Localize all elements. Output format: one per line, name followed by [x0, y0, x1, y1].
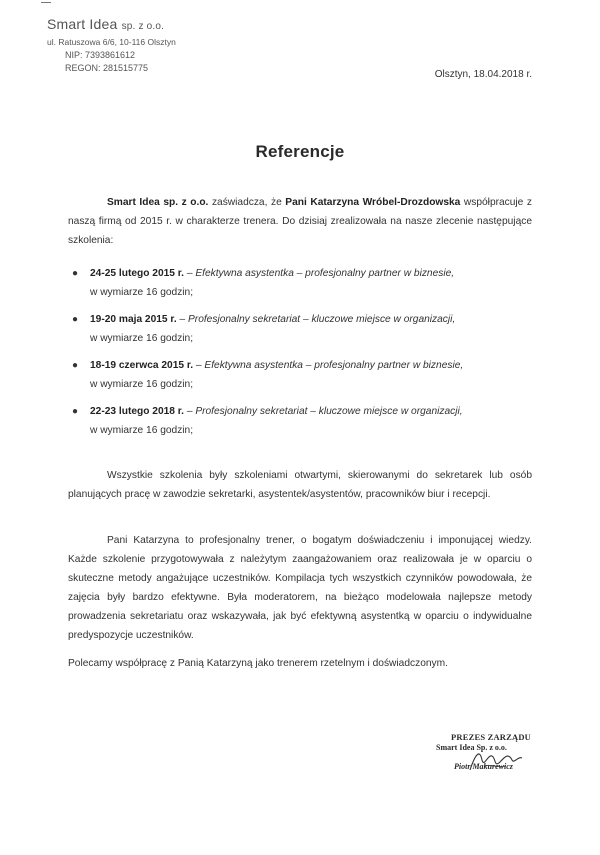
letter-body	[68, 193, 532, 673]
stamp-company: Smart Idea	[47, 16, 118, 32]
intro-rest: współpracuje z naszą firmą od 2015 r. w charakterze trenera. Do dzisiaj zrealizowała na nasze zlecenie następujące szkolenia:	[68, 197, 532, 246]
signature-block	[436, 732, 546, 782]
bullet-icon: ●	[72, 314, 79, 325]
training-dates: 19-20 maja 2015 r.	[90, 314, 177, 325]
training-list	[68, 264, 532, 440]
training-dash: –	[176, 314, 188, 325]
training-course: Profesjonalny sekretariat – kluczowe miejsce w organizacji,	[195, 406, 463, 417]
signature-person: Piotr Makurewicz	[454, 762, 513, 771]
training-duration: w wymiarze 16 godzin;	[90, 425, 194, 436]
training-item	[72, 310, 532, 348]
bullet-icon: ●	[72, 360, 79, 371]
stamp-regon: REGON: 281515775	[65, 63, 149, 73]
document-date: Olsztyn, 18.04.2018 r.	[434, 69, 532, 80]
training-dates: 24-25 lutego 2015 r.	[90, 268, 184, 279]
training-dash: –	[184, 406, 196, 417]
bullet-icon: ●	[72, 406, 79, 417]
training-course: Profesjonalny sekretariat – kluczowe miejsce w organizacji,	[188, 314, 456, 325]
training-course: Efektywna asystentka – profesjonalny partner w biznesie,	[195, 268, 455, 279]
training-dates: 18-19 czerwca 2015 r.	[90, 360, 194, 371]
training-item	[72, 356, 532, 394]
recommendation-paragraph: Polecamy współpracę z Panią Katarzyną jako trenerem rzetelnym i doświadczonym.	[68, 658, 448, 669]
stamp-company-name	[47, 16, 197, 35]
intro-paragraph	[68, 193, 532, 250]
training-item	[72, 402, 532, 440]
corner-mark	[41, 2, 51, 3]
intro-company: Smart Idea sp. z o.o.	[107, 197, 209, 208]
training-item	[72, 264, 532, 302]
training-duration: w wymiarze 16 godzin;	[90, 333, 194, 344]
trainer-paragraph: Pani Katarzyna to profesjonalny trener, o bogatym doświadczeniu i imponującej wiedzy. Każde szkolenie przygotowywała z należytym zaangażowaniem oraz realizowała je w oparciu o skuteczne metody angażujące uczestników. Kompilacja tych wszystkich czynników powodowała, że zajęcia były bardzo efektywne. Była moderatorem, na bieżąco modelowała najlepsze metody prowadzenia sekretariatu oraz wskazywała, jak być efektywną asystentką w oparciu o indywidualne predyspozycje uczestników.	[68, 535, 532, 641]
intro-person: Pani Katarzyna Wróbel-Drozdowska	[285, 197, 461, 208]
stamp-nip: NIP: 7393861612	[65, 50, 136, 60]
training-duration: w wymiarze 16 godzin;	[90, 287, 194, 298]
training-course: Efektywna asystentka – profesjonalny partner w biznesie,	[204, 360, 464, 371]
training-duration: w wymiarze 16 godzin;	[90, 379, 194, 390]
stamp-address: ul. Ratuszowa 6/6, 10-116 Olsztyn	[47, 37, 176, 47]
intro-verb: zaświadcza, że	[208, 197, 286, 208]
company-stamp	[47, 16, 197, 74]
training-dash: –	[193, 360, 205, 371]
training-dash: –	[184, 268, 196, 279]
open-trainings-paragraph: Wszystkie szkolenia były szkoleniami otwartymi, skierowanymi do sekretarek lub osób planujących pracę w zawodzie sekretarki, asystentek/asystentów, pracowników biur i recepcji.	[68, 470, 532, 500]
signature-company: Smart Idea Sp. z o.o.	[436, 743, 507, 752]
signature-title: PREZES ZARZĄDU	[451, 732, 532, 742]
bullet-icon: ●	[72, 268, 79, 279]
stamp-company-suffix: sp. z o.o.	[121, 21, 165, 32]
handwritten-signature-icon	[466, 746, 526, 776]
training-dates: 22-23 lutego 2018 r.	[90, 406, 184, 417]
document-title: Referencje	[255, 142, 345, 161]
